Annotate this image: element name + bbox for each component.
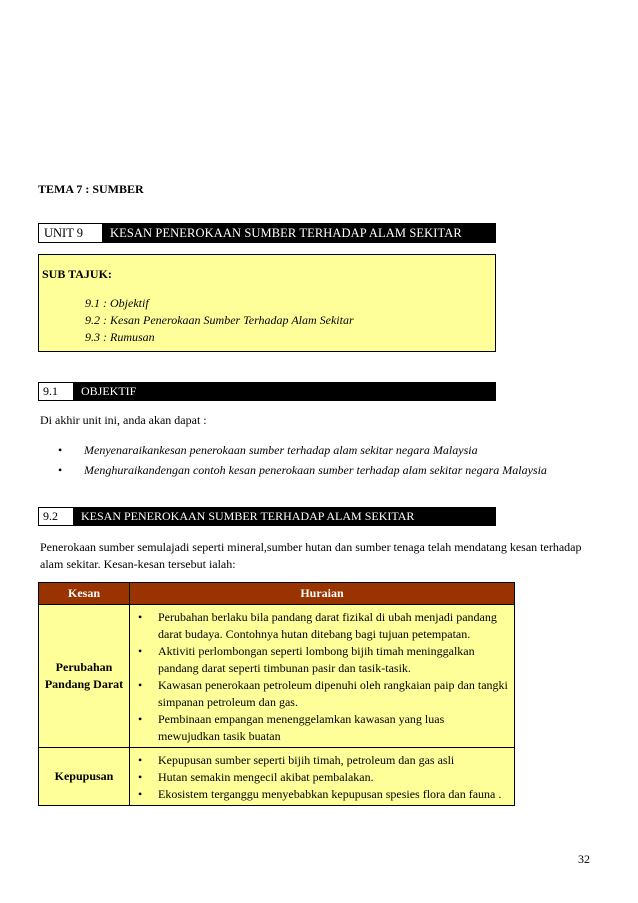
sub-tajuk-item: 9.3 : Rumusan (85, 330, 155, 344)
list-item: • Pembinaan empangan menenggelamkan kawasan yang luas mewujudkan tasik buatan (138, 712, 445, 743)
unit-title: KESAN PENEROKAAN SUMBER TERHADAP ALAM SEKITAR (110, 225, 462, 240)
bullet-icon: • (138, 712, 143, 726)
unit-header-bar (38, 223, 496, 243)
objective-intro: Di akhir unit ini, anda akan dapat : (40, 413, 207, 427)
table-header-row (39, 583, 515, 605)
sub-tajuk-box (38, 254, 496, 352)
kesan-label: Perubahan Pandang Darat (39, 605, 130, 748)
bullet-icon: • (138, 787, 143, 801)
list-item: • Kawasan penerokaan petroleum dipenuhi oleh rangkaian paip dan tangki simpanan petroleum dan gas. (138, 678, 508, 709)
theme-title: TEMA 7 : SUMBER (38, 182, 144, 196)
bullet-icon: • (58, 463, 63, 477)
bullet-icon: • (58, 443, 63, 457)
section-92-title: KESAN PENEROKAAN SUMBER TERHADAP ALAM SEKITAR (81, 509, 415, 523)
column-header-huraian: Huraian (130, 583, 515, 605)
huraian-cell (130, 605, 515, 748)
section-92-bar (38, 507, 496, 526)
list-item: • Hutan semakin mengecil akibat pembalakan. (138, 770, 374, 784)
sub-tajuk-item: 9.1 : Objektif (85, 296, 149, 310)
section-91-title: OBJEKTIF (81, 384, 137, 398)
section-91-code: 9.1 (39, 383, 73, 400)
kesan-label: Kepupusan (39, 748, 130, 806)
list-item: • Aktiviti perlombongan seperti lombong bijih timah meninggalkan pandang darat seperti timbunan pasir dan tasik-tasik. (138, 644, 475, 675)
table-row (39, 748, 515, 806)
list-item: • Perubahan berlaku bila pandang darat fizikal di ubah menjadi pandang darat budaya. Contohnya hutan ditebang bagi tujuan petempatan. (138, 610, 497, 641)
list-item: • Ekosistem terganggu menyebabkan kepupusan spesies flora dan fauna . (138, 787, 502, 801)
unit-code: UNIT 9 (39, 224, 102, 242)
list-item: • Menyenaraikankesan penerokaan sumber terhadap alam sekitar negara Malaysia (58, 440, 547, 460)
section-91-bar (38, 382, 496, 401)
bullet-icon: • (138, 644, 143, 658)
kesan-table (38, 582, 515, 806)
bullet-icon: • (138, 678, 143, 692)
table-row (39, 605, 515, 748)
page-number: 32 (578, 852, 590, 866)
section-92-paragraph: Penerokaan sumber semulajadi seperti mineral,sumber hutan dan sumber tenaga telah mendatang kesan terhadap alam sekitar. Kesan-kesan tersebut ialah: (40, 540, 582, 571)
list-item: • Menghuraikandengan contoh kesan penerokaan sumber terhadap alam sekitar negara Malaysia (58, 460, 547, 480)
objective-list (58, 440, 547, 480)
bullet-icon: • (138, 753, 143, 767)
sub-tajuk-heading: SUB TAJUK: (42, 267, 112, 281)
huraian-cell (130, 748, 515, 806)
list-item: • Kepupusan sumber seperti bijih timah, petroleum dan gas asli (138, 753, 455, 767)
section-92-code: 9.2 (39, 508, 73, 525)
bullet-icon: • (138, 770, 143, 784)
column-header-kesan: Kesan (39, 583, 130, 605)
sub-tajuk-list (85, 295, 354, 346)
bullet-icon: • (138, 610, 143, 624)
sub-tajuk-item: 9.2 : Kesan Penerokaan Sumber Terhadap Alam Sekitar (85, 313, 354, 327)
